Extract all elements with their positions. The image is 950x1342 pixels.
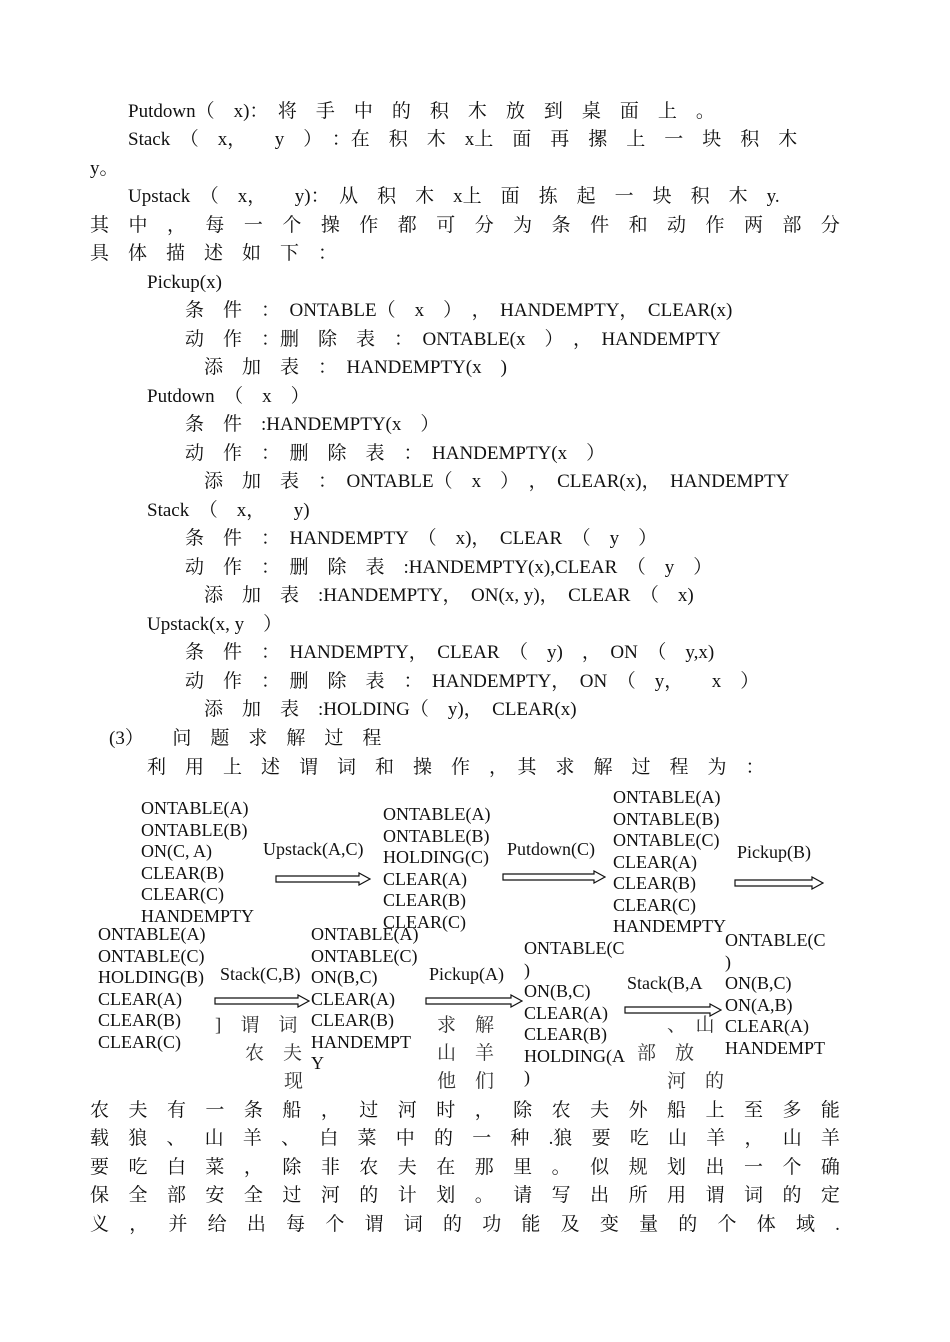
text-glyph: 山: [204, 1128, 224, 1149]
putdown-condition: 条 件 :HANDEMPTY(x ）: [185, 414, 440, 435]
state-box-6: ONTABLE(C ) ON(B,C) CLEAR(A) CLEAR(B) HOLDING(A ): [524, 938, 625, 1087]
putdown-name: Putdown （ x ）: [147, 386, 310, 407]
text-glyph: 农: [90, 1100, 110, 1121]
upstack-condition: 条 件 ： HANDEMPTY， CLEAR （ y) ， ON （ y,x): [185, 642, 715, 663]
problem-line-4: [90, 1184, 840, 1208]
text-glyph: 除: [282, 1157, 302, 1178]
text-glyph: ，: [243, 1157, 263, 1178]
text-glyph: 出: [590, 1185, 610, 1206]
text-glyph: 写: [551, 1185, 571, 1206]
section-heading: (3） 问 题 求 解 过 程: [109, 728, 382, 749]
state-box-1: ONTABLE(A) ONTABLE(B) ON(C, A) CLEAR(B) CLEAR(C) HANDEMPTY: [141, 798, 255, 926]
text-glyph: 中: [395, 1128, 415, 1149]
text-glyph: 安: [205, 1185, 225, 1206]
text-glyph: 过: [359, 1100, 379, 1121]
text-glyph: 、: [166, 1128, 186, 1149]
pickup-add-list: 添 加 表 ： HANDEMPTY(x ): [204, 357, 507, 378]
text-glyph: 划: [436, 1185, 456, 1206]
text-glyph: 似: [590, 1157, 610, 1178]
bg-fragment: ] 谓 词: [215, 1015, 298, 1036]
bg-fragment: 部 放: [637, 1043, 695, 1064]
text-glyph: 义: [90, 1214, 110, 1235]
text-glyph: 能: [820, 1100, 840, 1121]
text-glyph: 吃: [128, 1157, 148, 1178]
text-glyph: 羊: [820, 1128, 840, 1149]
text-glyph: 出: [246, 1214, 266, 1235]
pickup-delete-list: 动 作 ：删 除 表 ： ONTABLE(x ） ， HANDEMPTY: [185, 329, 721, 350]
text-glyph: .狼: [548, 1128, 573, 1149]
text-glyph: 在: [436, 1157, 456, 1178]
bg-fragment: 求 解: [437, 1015, 495, 1036]
text-glyph: 所: [628, 1185, 648, 1206]
text-glyph: 、: [281, 1128, 301, 1149]
text-glyph: 条: [243, 1100, 263, 1121]
text-glyph: 体: [756, 1214, 776, 1235]
text-glyph: 羊: [706, 1128, 726, 1149]
putdown-definition: Putdown（ x)： 将 手 中 的 积 木 放 到 桌 面 上 。: [128, 101, 715, 122]
problem-line-1: [90, 1099, 840, 1123]
putdown-delete-list: 动 作 ： 删 除 表 ： HANDEMPTY(x ）: [185, 443, 606, 464]
problem-line-3: [90, 1156, 840, 1180]
text-glyph: 里: [513, 1157, 533, 1178]
text-glyph: 确: [820, 1157, 840, 1178]
arrow-6: [624, 1003, 722, 1017]
text-glyph: 为: [513, 215, 533, 236]
text-glyph: 保: [90, 1185, 110, 1206]
text-glyph: 量: [639, 1214, 659, 1235]
text-glyph: 请: [513, 1185, 533, 1206]
text-glyph: 非: [320, 1157, 340, 1178]
text-glyph: 谓: [364, 1214, 384, 1235]
text-glyph: 载: [90, 1128, 110, 1149]
text-glyph: 一: [243, 215, 263, 236]
text-glyph: 每: [205, 215, 225, 236]
op-label-putdown: Putdown(C): [507, 839, 596, 859]
arrow-5: [425, 994, 523, 1008]
text-glyph: 夫: [397, 1157, 417, 1178]
text-glyph: 山: [782, 1128, 802, 1149]
upstack-delete-list: 动 作 ： 删 除 表 ： HANDEMPTY， ON （ y， x ）: [185, 671, 760, 692]
arrow-2: [502, 870, 606, 884]
text-glyph: 的: [433, 1128, 453, 1149]
op-label-pickup-a: Pickup(A): [429, 964, 504, 984]
text-glyph: 上: [705, 1100, 725, 1121]
text-glyph: 作: [705, 215, 725, 236]
text-glyph: 农: [551, 1100, 571, 1121]
text-glyph: 白: [319, 1128, 339, 1149]
text-glyph: 件: [590, 215, 610, 236]
text-glyph: 条: [551, 215, 571, 236]
text-glyph: 词: [743, 1185, 763, 1206]
text-glyph: 定: [820, 1185, 840, 1206]
text-glyph: 。: [551, 1157, 571, 1178]
text-glyph: 船: [282, 1100, 302, 1121]
state-box-7: ONTABLE(C ) ON(B,C) ON(A,B) CLEAR(A) HANDEMPT: [725, 930, 826, 1058]
stack-delete-list: 动 作 ： 删 除 表 :HANDEMPTY(x),CLEAR （ y ）: [185, 557, 713, 578]
stack-name: Stack （ x， y): [147, 500, 310, 521]
stack-definition-cont: y。: [90, 158, 119, 179]
text-glyph: 农: [359, 1157, 379, 1178]
text-glyph: 和: [628, 215, 648, 236]
text-glyph: 都: [397, 215, 417, 236]
text-glyph: 两: [743, 215, 763, 236]
text-glyph: 除: [513, 1100, 533, 1121]
text-glyph: 夫: [128, 1100, 148, 1121]
problem-line-5: [90, 1213, 840, 1237]
text-glyph: 种: [510, 1128, 530, 1149]
text-glyph: 河: [320, 1185, 340, 1206]
text-glyph: 个: [717, 1214, 737, 1235]
text-glyph: 分: [474, 215, 494, 236]
text-glyph: 外: [628, 1100, 648, 1121]
text-glyph: 操: [320, 215, 340, 236]
text-glyph: 个: [282, 215, 302, 236]
text-glyph: 的: [442, 1214, 462, 1235]
text-glyph: 每: [286, 1214, 306, 1235]
text-glyph: 动: [667, 215, 687, 236]
text-glyph: 至: [743, 1100, 763, 1121]
text-glyph: 划: [667, 1157, 687, 1178]
text-glyph: 吃: [629, 1128, 649, 1149]
text-glyph: 用: [667, 1185, 687, 1206]
text-glyph: ，: [129, 1214, 149, 1235]
section-intro: 利 用 上 述 谓 词 和 操 作 ， 其 求 解 过 程 为 ：: [147, 757, 765, 778]
text-glyph: 功: [482, 1214, 502, 1235]
text-glyph: 域: [795, 1214, 815, 1235]
text-glyph: 过: [282, 1185, 302, 1206]
text-glyph: 规: [628, 1157, 648, 1178]
intro-line-1: [90, 214, 840, 238]
text-glyph: 给: [207, 1214, 227, 1235]
text-glyph: 谓: [705, 1185, 725, 1206]
text-glyph: ，: [744, 1128, 764, 1149]
bg-fragment: 山 羊: [437, 1043, 495, 1064]
text-glyph: 的: [678, 1214, 698, 1235]
text-glyph: 部: [166, 1185, 186, 1206]
putdown-add-list: 添 加 表 ： ONTABLE（ x ） ， CLEAR(x)， HANDEMPTY: [204, 471, 790, 492]
text-glyph: 菜: [205, 1157, 225, 1178]
text-glyph: 全: [128, 1185, 148, 1206]
stack-add-list: 添 加 表 :HANDEMPTY， ON(x, y)， CLEAR （ x): [204, 585, 694, 606]
state-box-4: ONTABLE(A) ONTABLE(C) HOLDING(B) CLEAR(A) CLEAR(B) CLEAR(C): [98, 924, 206, 1052]
text-glyph: 计: [397, 1185, 417, 1206]
text-glyph: .: [835, 1214, 840, 1235]
text-glyph: 狼: [128, 1128, 148, 1149]
arrow-3: [734, 876, 824, 890]
op-label-stack-ba: Stack(B,A: [627, 973, 703, 993]
op-label-pickup-b: Pickup(B): [737, 842, 811, 862]
text-glyph: 词: [403, 1214, 423, 1235]
bg-fragment: 、 山: [667, 1015, 715, 1036]
op-label-stack-cb: Stack(C,B): [220, 964, 301, 984]
text-glyph: 作: [359, 215, 379, 236]
text-glyph: 的: [782, 1185, 802, 1206]
arrow-1: [275, 872, 371, 886]
text-glyph: 要: [591, 1128, 611, 1149]
state-box-5: ONTABLE(A) ONTABLE(C) ON(B,C) CLEAR(A) CLEAR(B) HANDEMPT Y: [311, 924, 419, 1073]
text-glyph: 部: [782, 215, 802, 236]
text-glyph: 个: [325, 1214, 345, 1235]
text-glyph: 中: [128, 215, 148, 236]
text-glyph: 并: [168, 1214, 188, 1235]
text-glyph: 及: [560, 1214, 580, 1235]
op-label-upstack: Upstack(A,C): [263, 839, 364, 859]
pickup-condition: 条 件 ： ONTABLE（ x ） ， HANDEMPTY， CLEAR(x): [185, 300, 733, 321]
text-glyph: 船: [667, 1100, 687, 1121]
text-glyph: 多: [782, 1100, 802, 1121]
text-glyph: 其: [90, 215, 110, 236]
text-glyph: 变: [599, 1214, 619, 1235]
text-glyph: 出: [705, 1157, 725, 1178]
text-glyph: 的: [359, 1185, 379, 1206]
text-glyph: ，: [166, 215, 186, 236]
pickup-name: Pickup(x): [147, 272, 222, 293]
text-glyph: 分: [820, 215, 840, 236]
text-glyph: 。: [474, 1185, 494, 1206]
upstack-add-list: 添 加 表 :HOLDING（ y)， CLEAR(x): [204, 699, 577, 720]
text-glyph: 羊: [242, 1128, 262, 1149]
state-box-3: ONTABLE(A) ONTABLE(B) ONTABLE(C) CLEAR(A) CLEAR(B) CLEAR(C) HANDEMPTY: [613, 787, 727, 936]
state-box-2: ONTABLE(A) ONTABLE(B) HOLDING(C) CLEAR(A) CLEAR(B) CLEAR(C): [383, 804, 491, 932]
bg-fragment: 河 的: [667, 1071, 725, 1092]
text-glyph: 能: [521, 1214, 541, 1235]
text-glyph: ，: [474, 1100, 494, 1121]
text-glyph: ，: [320, 1100, 340, 1121]
text-glyph: 个: [782, 1157, 802, 1178]
text-glyph: 河: [397, 1100, 417, 1121]
arrow-4: [214, 994, 310, 1008]
upstack-definition: Upstack （ x， y)： 从 积 木 x上 面 拣 起 一 块 积 木 y.: [128, 186, 780, 207]
text-glyph: 一: [472, 1128, 492, 1149]
upstack-name: Upstack(x, y ）: [147, 614, 283, 635]
bg-fragment: 他 们: [437, 1071, 495, 1092]
text-glyph: 白: [166, 1157, 186, 1178]
text-glyph: 时: [436, 1100, 456, 1121]
text-glyph: 可: [436, 215, 456, 236]
stack-definition: Stack （ x， y ） ：在 积 木 x上 面 再 摞 上 一 块 积 木: [128, 129, 798, 150]
bg-fragment: 农 夫: [245, 1043, 303, 1064]
bg-fragment: 现: [284, 1071, 304, 1092]
problem-line-2: [90, 1127, 840, 1151]
text-glyph: 全: [243, 1185, 263, 1206]
text-glyph: 夫: [590, 1100, 610, 1121]
intro-line-2: 具 体 描 述 如 下 ：: [90, 243, 338, 264]
text-glyph: 有: [166, 1100, 186, 1121]
text-glyph: 菜: [357, 1128, 377, 1149]
stack-condition: 条 件 ： HANDEMPTY （ x)， CLEAR （ y ）: [185, 528, 658, 549]
text-glyph: 山: [668, 1128, 688, 1149]
text-glyph: 要: [90, 1157, 110, 1178]
text-glyph: 一: [205, 1100, 225, 1121]
text-glyph: 一: [743, 1157, 763, 1178]
text-glyph: 那: [474, 1157, 494, 1178]
